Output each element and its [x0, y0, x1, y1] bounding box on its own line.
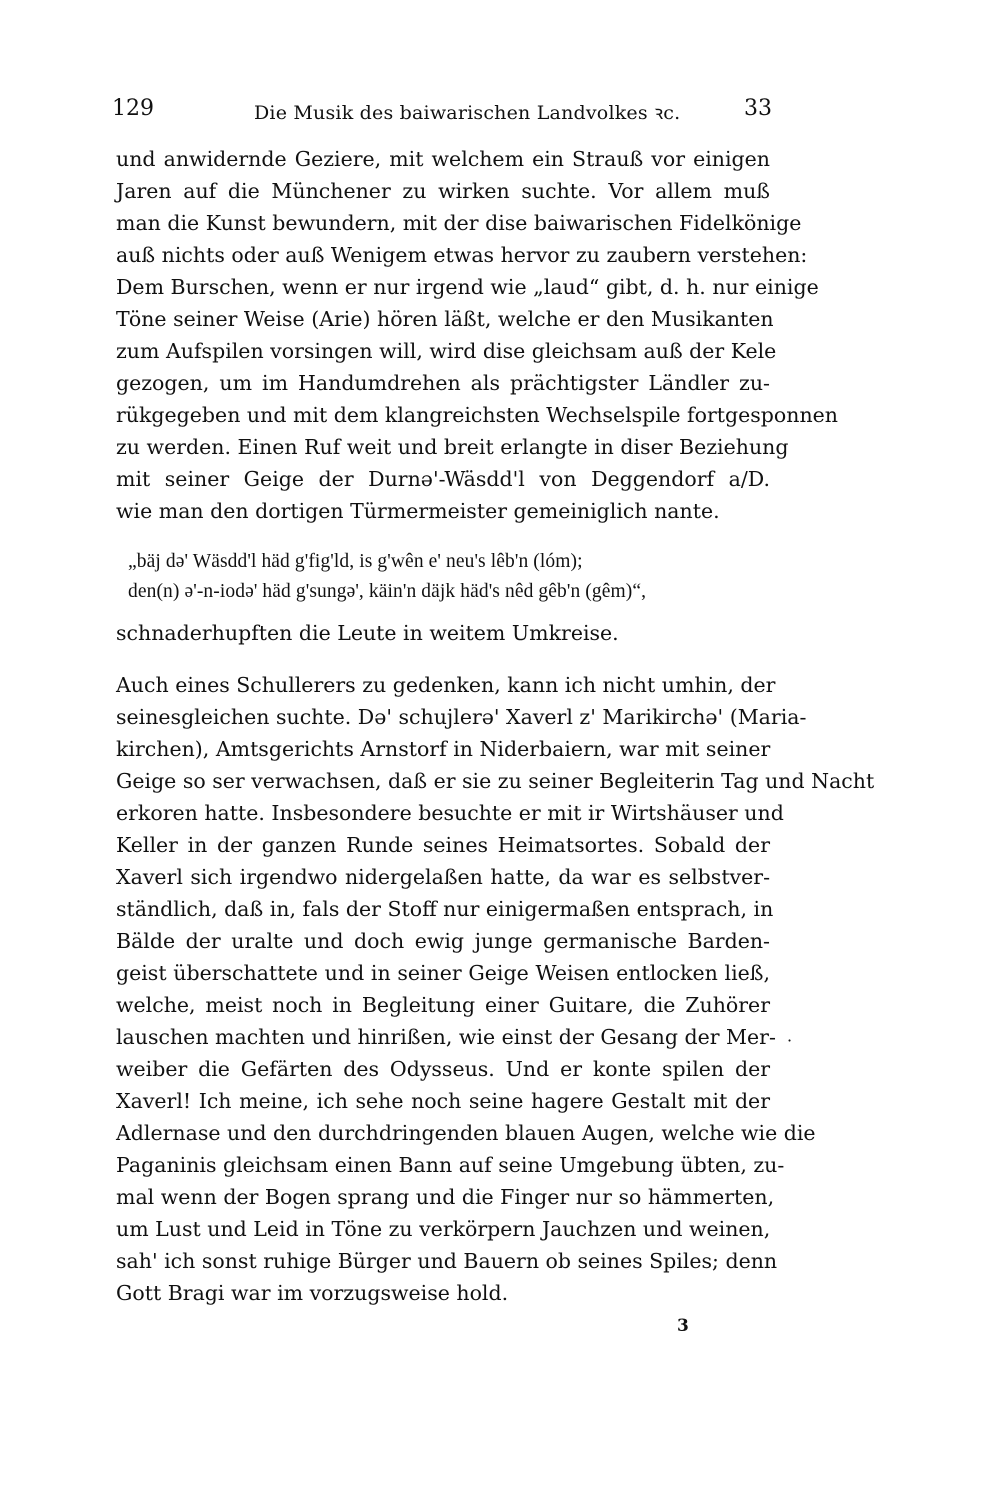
verse-line: „bäj də' Wäsdd'l häd g'fig'ld, is g'wên e' neu's lêb'n (lóm);: [128, 551, 583, 572]
text-line: wie man den dortigen Türmermeister gemeiniglich nante.: [116, 499, 720, 523]
text-line: Adlernase und den durchdringenden blauen Augen, welche wie die: [116, 1121, 816, 1145]
text-line: Dem Burschen, wenn er nur irgend wie „laud“ gibt, d. h. nur einige: [116, 275, 819, 299]
text-line: man die Kunst bewundern, mit der dise baiwarischen Fidelkönige: [116, 211, 802, 235]
text-line: Jaren auf die Münchener zu wirken suchte. Vor allem muß: [116, 179, 770, 203]
text-line: Töne seiner Weise (Arie) hören läßt, welche er den Musikanten: [116, 307, 774, 331]
text-line: Gott Bragi war im vorzugsweise hold.: [116, 1281, 509, 1305]
text-line: schnaderhupften die Leute in weitem Umkreise.: [116, 621, 619, 645]
text-line: rükgegeben und mit dem klangreichsten Wechselspile fortgesponnen: [116, 403, 838, 427]
text-line: weiber die Gefärten des Odysseus. Und er konte spilen der: [116, 1057, 770, 1081]
text-line: seinesgleichen suchte. Də' schujlerə' Xaverl z' Marikirchə' (Maria-: [116, 705, 807, 729]
text-line: mit seiner Geige der Durnə'-Wäsdd'l von Deggendorf a/D.: [116, 467, 770, 491]
page-number-left: 129: [112, 96, 154, 121]
margin-mark: ·: [787, 1031, 793, 1050]
text-line: Xaverl! Ich meine, ich sehe noch seine hagere Gestalt mit der: [116, 1089, 770, 1113]
text-line: sah' ich sonst ruhige Bürger und Bauern ob seines Spiles; denn: [116, 1249, 778, 1273]
text-line: welche, meist noch in Begleitung einer Guitare, die Zuhörer: [116, 993, 770, 1017]
text-line: auß nichts oder auß Wenigem etwas hervor zu zaubern verstehen:: [116, 243, 808, 267]
text-line: Geige so ser verwachsen, daß er sie zu seiner Begleiterin Tag und Nacht: [116, 769, 875, 793]
text-line: mal wenn der Bogen sprang und die Finger nur so hämmerten,: [116, 1185, 775, 1209]
text-line: Bälde der uralte und doch ewig junge germanische Barden-: [116, 929, 770, 953]
text-line: Paganinis gleichsam einen Bann auf seine Umgebung übten, zu-: [116, 1153, 785, 1177]
text-line: Keller in der ganzen Runde seines Heimatsortes. Sobald der: [116, 833, 770, 857]
page-number-right: 33: [744, 96, 772, 121]
text-line: zu werden. Einen Ruf weit und breit erlangte in diser Beziehung: [116, 435, 789, 459]
running-title: Die Musik des baiwarischen Landvolkes ꝛc.: [254, 102, 681, 124]
text-line: lauschen machten und hinrißen, wie einst der Gesang der Mer-: [116, 1025, 776, 1049]
text-line: Xaverl sich irgendwo nidergelaßen hatte, da war es selbstver-: [116, 865, 770, 889]
text-line: erkoren hatte. Insbesondere besuchte er mit ir Wirtshäuser und: [116, 801, 784, 825]
text-line: kirchen), Amtsgerichts Arnstorf in Niderbaiern, war mit seiner: [116, 737, 771, 761]
signature-mark: 3: [677, 1316, 689, 1336]
verse-line: den(n) ə'-n-iodə' häd g'sungə', käin'n däjk häd's nêd gêb'n (gêm)“,: [128, 581, 647, 602]
text-line: ständlich, daß in, fals der Stoff nur einigermaßen entsprach, in: [116, 897, 774, 921]
page-header: [112, 90, 772, 130]
text-line: zum Aufspilen vorsingen will, wird dise gleichsam auß der Kele: [116, 339, 777, 363]
text-line: und anwidernde Geziere, mit welchem ein Strauß vor einigen: [116, 147, 770, 171]
text-line: um Lust und Leid in Töne zu verkörpern Jauchzen und weinen,: [116, 1217, 771, 1241]
text-line: gezogen, um im Handumdrehen als prächtigster Ländler zu-: [116, 371, 770, 395]
text-line: geist überschattete und in seiner Geige Weisen entlocken ließ,: [116, 961, 770, 985]
text-line: Auch eines Schullerers zu gedenken, kann ich nicht umhin, der: [116, 673, 776, 697]
